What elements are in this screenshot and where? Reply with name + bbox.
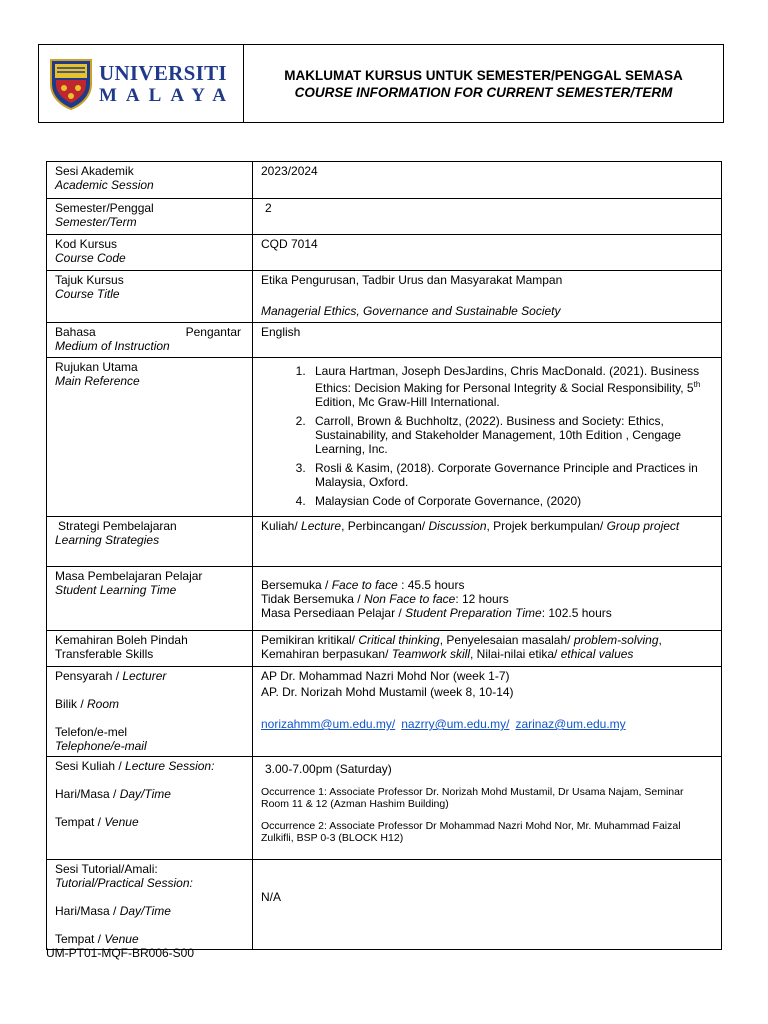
tutorial-value: N/A [261, 890, 282, 904]
text-italic: Day/Time [119, 904, 171, 918]
label-ms: Semester/Penggal [55, 201, 154, 215]
text-italic: Lecture Session: [125, 759, 215, 773]
lecture-time: 3.00-7.00pm (Saturday) [265, 762, 392, 776]
value-cell [253, 631, 722, 667]
label-ms: Tajuk Kursus [55, 273, 124, 287]
reference-item: 4. Malaysian Code of Corporate Governance, (2020) [309, 494, 714, 508]
label-cell [47, 162, 253, 199]
tutorial-label-en: Tutorial/Practical Session: [55, 876, 193, 890]
label-en: Academic Session [55, 178, 154, 192]
text: , Projek berkumpulan/ [486, 519, 607, 533]
text-italic: Venue [104, 815, 139, 829]
strategies-value [261, 519, 714, 533]
value-cell [253, 199, 722, 235]
label-ms: Sesi Akademik [55, 164, 134, 178]
form-code: UM-PT01-MQF-BR006-S00 [46, 946, 195, 960]
reference-item: 2. Carroll, Brown & Buchholtz, (2022). Business and Society: Ethics, Sustainability, and Stakeholder Management, 10th Edition , Cengage Learning, Inc. [309, 414, 714, 456]
value-cell [253, 235, 722, 271]
text: Tempat / [55, 815, 105, 829]
lecturer-name: AP Dr. Mohammad Nazri Mohd Nor (week 1-7) [261, 669, 510, 683]
email-link[interactable]: zarinaz@um.edu.my [515, 717, 626, 731]
text: : 12 hours [455, 592, 509, 606]
slt-preparation [261, 606, 714, 620]
slt-face-to-face [261, 578, 714, 592]
value-cell [253, 667, 722, 757]
label-ms: Kod Kursus [55, 237, 118, 251]
venue-label [55, 932, 245, 946]
row-course-title [47, 271, 722, 323]
course-title-en: Managerial Ethics, Governance and Sustainable Society [261, 304, 561, 318]
label-cell [47, 235, 253, 271]
reference-item: 3. Rosli & Kasim, (2018). Corporate Governance Principle and Practices in Malaysia, Oxford. [309, 461, 714, 489]
text: Pensyarah / [55, 669, 123, 683]
label-cell [47, 271, 253, 323]
skills-line2 [261, 647, 714, 661]
label-ms: Strategi Pembelajaran [58, 519, 177, 533]
label-ms: Masa Pembelajaran Pelajar [55, 569, 203, 583]
value-cell [253, 567, 722, 631]
label-ms-part: Bahasa [55, 325, 96, 339]
email-link[interactable]: nazrry@um.edu.my/ [401, 717, 510, 731]
text-italic: ethical values [560, 647, 634, 661]
course-info-table [46, 161, 722, 950]
reference-list [261, 364, 714, 508]
text-italic: Lecture [301, 519, 342, 533]
row-transferable-skills [47, 631, 722, 667]
text-italic: Day/Time [119, 787, 171, 801]
room-label [55, 697, 245, 711]
row-learning-strategies [47, 517, 722, 567]
value-cell [253, 162, 722, 199]
phone-email-label-en: Telephone/e-mail [55, 739, 147, 753]
label-en: Course Code [55, 251, 126, 265]
text: , Penyelesaian masalah/ [439, 633, 574, 647]
row-semester [47, 199, 722, 235]
logo-line2: MALAYA [99, 84, 236, 106]
text-italic: Group project [606, 519, 680, 533]
label-en: Transferable Skills [55, 647, 154, 661]
label-en: Course Title [55, 287, 120, 301]
academic-session-value: 2023/2024 [261, 164, 318, 178]
label-cell [47, 358, 253, 517]
text-italic: Critical thinking [358, 633, 440, 647]
medium-value: English [261, 325, 301, 339]
document-title [244, 45, 723, 122]
text-italic: Face to face [331, 578, 398, 592]
lecture-session-label [55, 759, 245, 773]
text-italic: Room [87, 697, 120, 711]
text: Tempat / [55, 932, 105, 946]
text: Masa Persediaan Pelajar / [261, 606, 406, 620]
text: Bilik / [55, 697, 88, 711]
text: , Perbincangan/ [341, 519, 429, 533]
label-ms-part: Pengantar [185, 325, 241, 339]
semester-value: 2 [265, 201, 272, 215]
document-header [38, 44, 724, 123]
label-cell [47, 567, 253, 631]
text-italic: Discussion [428, 519, 487, 533]
email-link[interactable]: norizahmm@um.edu.my/ [261, 717, 396, 731]
occurrence-1: Occurrence 1: Associate Professor Dr. Norizah Mohd Mustamil, Dr Usama Najam, Seminar Room 11 & 12 (Azman Hashim Building) [261, 786, 684, 810]
text-italic: Venue [104, 932, 139, 946]
title-english: COURSE INFORMATION FOR CURRENT SEMESTER/TERM [294, 84, 673, 100]
value-cell [253, 271, 722, 323]
day-time-label [55, 787, 245, 801]
text: Hari/Masa / [55, 787, 120, 801]
label-cell [47, 517, 253, 567]
label-en: Medium of Instruction [55, 339, 170, 353]
text: Bersemuka / [261, 578, 332, 592]
crest-icon [49, 58, 93, 110]
row-academic-session [47, 162, 722, 199]
text-italic: Non Face to face [363, 592, 456, 606]
row-lecturer [47, 667, 722, 757]
title-malay: MAKLUMAT KURSUS UNTUK SEMESTER/PENGGAL SEMASA [284, 67, 683, 83]
value-cell [253, 757, 722, 860]
row-main-reference [47, 358, 722, 517]
reference-item: 1. Laura Hartman, Joseph DesJardins, Chris MacDonald. (2021). Business Ethics: Decision Making for Personal Integrity & Social Responsibility, 5th Edition, Mc Graw-Hill International. [309, 364, 714, 409]
lecturer-name: AP. Dr. Norizah Mohd Mustamil (week 8, 10-14) [261, 685, 514, 699]
label-en: Main Reference [55, 374, 140, 388]
text: : 45.5 hours [397, 578, 465, 592]
label-ms: Rujukan Utama [55, 360, 138, 374]
email-list [261, 717, 714, 731]
day-time-label [55, 904, 245, 918]
skills-line1: Pemikiran kritikal/ Critical thinking, Penyelesaian masalah/ problem-solving, [261, 633, 662, 647]
text-italic: Student Preparation Time [405, 606, 542, 620]
text: , Nilai-nilai etika/ [470, 647, 561, 661]
label-cell [47, 860, 253, 950]
text: Sesi Kuliah / [55, 759, 126, 773]
label-cell [47, 667, 253, 757]
label-en: Learning Strategies [55, 533, 160, 547]
slt-non-face-to-face [261, 592, 714, 606]
label-cell [47, 757, 253, 860]
label-cell [47, 631, 253, 667]
text: Tidak Bersemuka / [261, 592, 364, 606]
row-course-code [47, 235, 722, 271]
phone-email-label: Telefon/e-mel [55, 725, 128, 739]
text: Hari/Masa / [55, 904, 120, 918]
text: Pemikiran kritikal/ [261, 633, 359, 647]
text-italic: Lecturer [122, 669, 167, 683]
text: Kuliah/ [261, 519, 302, 533]
label-cell [47, 323, 253, 358]
lecturer-label [55, 669, 245, 683]
course-title-ms: Etika Pengurusan, Tadbir Urus dan Masyarakat Mampan [261, 273, 563, 287]
label-cell [47, 199, 253, 235]
row-medium [47, 323, 722, 358]
text-italic: problem-solving [573, 633, 659, 647]
text: : 102.5 hours [541, 606, 612, 620]
logo-wordmark [99, 60, 236, 106]
course-code-value: CQD 7014 [261, 237, 318, 251]
label-en: Student Learning Time [55, 583, 177, 597]
value-cell [253, 517, 722, 567]
label-ms [55, 325, 245, 339]
row-tutorial-session [47, 860, 722, 950]
venue-label [55, 815, 245, 829]
label-en: Semester/Term [55, 215, 137, 229]
value-cell [253, 323, 722, 358]
row-lecture-session [47, 757, 722, 860]
row-student-learning-time [47, 567, 722, 631]
label-ms: Kemahiran Boleh Pindah [55, 633, 188, 647]
text-italic: Teamwork skill [391, 647, 470, 661]
tutorial-label: Sesi Tutorial/Amali: [55, 862, 158, 876]
value-cell [253, 860, 722, 950]
text: Kemahiran berpasukan/ [261, 647, 392, 661]
value-cell [253, 358, 722, 517]
logo-line1: UNIVERSITI [99, 60, 227, 85]
occurrence-2: Occurrence 2: Associate Professor Dr Mohammad Nazri Mohd Nor, Mr. Muhammad Faizal Zulkifli, BSP 0-3 (BLOCK H12) [261, 820, 681, 844]
university-logo [39, 45, 244, 122]
